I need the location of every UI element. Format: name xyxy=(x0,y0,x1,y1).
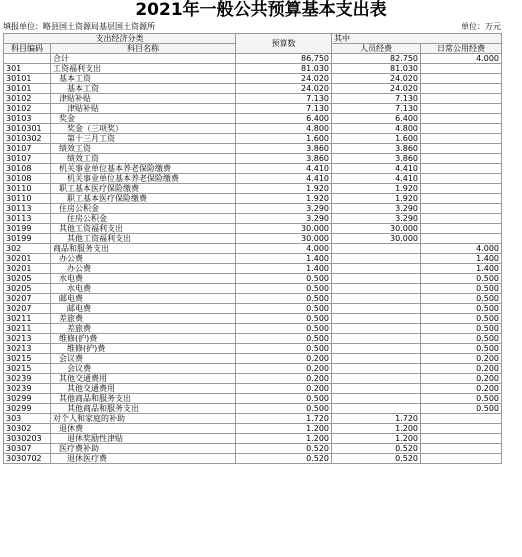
row-name: 差旅费 xyxy=(51,324,236,334)
row-code: 30207 xyxy=(4,294,51,304)
row-public: 0.500 xyxy=(421,404,502,414)
table-row xyxy=(4,394,502,404)
row-name: 基本工资 xyxy=(51,84,236,94)
row-personnel: 0.520 xyxy=(332,454,421,464)
row-personnel: 6.400 xyxy=(332,114,421,124)
row-public xyxy=(421,224,502,234)
row-name: 退休奖励性津贴 xyxy=(51,434,236,444)
row-code: 3010302 xyxy=(4,134,51,144)
row-code: 30110 xyxy=(4,194,51,204)
row-personnel xyxy=(332,324,421,334)
row-personnel: 24.020 xyxy=(332,84,421,94)
table-row xyxy=(4,234,502,244)
row-budget: 1.600 xyxy=(236,134,332,144)
row-code: 30299 xyxy=(4,404,51,414)
row-public: 0.200 xyxy=(421,384,502,394)
row-personnel xyxy=(332,304,421,314)
row-name: 差旅费 xyxy=(51,314,236,324)
row-name: 绩效工资 xyxy=(51,144,236,154)
table-row xyxy=(4,274,502,284)
header-personnel: 人员经费 xyxy=(332,44,421,54)
row-code: 3030702 xyxy=(4,454,51,464)
row-public: 0.200 xyxy=(421,364,502,374)
row-code: 30299 xyxy=(4,394,51,404)
row-personnel: 82.750 xyxy=(332,54,421,64)
row-budget: 1.400 xyxy=(236,264,332,274)
table-row xyxy=(4,164,502,174)
row-public xyxy=(421,234,502,244)
row-personnel xyxy=(332,394,421,404)
row-budget: 24.020 xyxy=(236,84,332,94)
row-public xyxy=(421,94,502,104)
row-name: 津贴补贴 xyxy=(51,104,236,114)
row-code: 30101 xyxy=(4,84,51,94)
row-code: 30107 xyxy=(4,144,51,154)
row-code: 30239 xyxy=(4,374,51,384)
table-row xyxy=(4,414,502,424)
row-personnel: 4.800 xyxy=(332,124,421,134)
row-name: 住房公积金 xyxy=(51,204,236,214)
row-budget: 0.520 xyxy=(236,444,332,454)
row-public: 0.500 xyxy=(421,294,502,304)
row-name: 对个人和家庭的补助 xyxy=(51,414,236,424)
row-code: 30110 xyxy=(4,184,51,194)
row-personnel: 0.520 xyxy=(332,444,421,454)
row-public xyxy=(421,174,502,184)
table-row xyxy=(4,294,502,304)
table-row xyxy=(4,224,502,234)
row-public: 4.000 xyxy=(421,54,502,64)
row-code: 30108 xyxy=(4,174,51,184)
header-budget: 预算数 xyxy=(236,34,332,54)
table-row xyxy=(4,284,502,294)
table-row xyxy=(4,304,502,314)
table-row xyxy=(4,194,502,204)
table-row xyxy=(4,144,502,154)
row-personnel: 1.920 xyxy=(332,194,421,204)
row-budget: 30.000 xyxy=(236,224,332,234)
row-budget: 0.500 xyxy=(236,294,332,304)
row-name: 绩效工资 xyxy=(51,154,236,164)
row-code: 30199 xyxy=(4,234,51,244)
row-code: 30201 xyxy=(4,254,51,264)
budget-table xyxy=(3,33,502,464)
row-public xyxy=(421,434,502,444)
row-budget: 4.000 xyxy=(236,244,332,254)
row-personnel xyxy=(332,334,421,344)
table-row xyxy=(4,454,502,464)
table-row xyxy=(4,434,502,444)
row-budget: 1.920 xyxy=(236,194,332,204)
table-row xyxy=(4,384,502,394)
row-code: 30113 xyxy=(4,214,51,224)
row-public xyxy=(421,424,502,434)
row-personnel: 81.030 xyxy=(332,64,421,74)
row-name: 工资福利支出 xyxy=(51,64,236,74)
row-public xyxy=(421,194,502,204)
row-budget: 3.290 xyxy=(236,204,332,214)
row-personnel: 3.290 xyxy=(332,204,421,214)
row-code: 30108 xyxy=(4,164,51,174)
row-public: 0.500 xyxy=(421,304,502,314)
row-name: 邮电费 xyxy=(51,294,236,304)
row-code: 30199 xyxy=(4,224,51,234)
row-budget: 7.130 xyxy=(236,104,332,114)
row-code: 30215 xyxy=(4,354,51,364)
row-public: 0.500 xyxy=(421,274,502,284)
row-code: 3010301 xyxy=(4,124,51,134)
row-name: 办公费 xyxy=(51,254,236,264)
table-row xyxy=(4,204,502,214)
row-personnel xyxy=(332,264,421,274)
row-budget: 81.030 xyxy=(236,64,332,74)
table-row xyxy=(4,104,502,114)
row-personnel xyxy=(332,244,421,254)
row-budget: 30.000 xyxy=(236,234,332,244)
table-row xyxy=(4,184,502,194)
row-code: 30307 xyxy=(4,444,51,454)
row-name: 合计 xyxy=(51,54,236,64)
row-public: 0.500 xyxy=(421,284,502,294)
row-personnel: 7.130 xyxy=(332,94,421,104)
row-public xyxy=(421,124,502,134)
row-name: 津贴补贴 xyxy=(51,94,236,104)
header-econ-class: 支出经济分类 xyxy=(4,34,236,44)
row-code: 30205 xyxy=(4,274,51,284)
row-public xyxy=(421,134,502,144)
table-body xyxy=(4,54,502,464)
row-code: 30211 xyxy=(4,324,51,334)
row-personnel xyxy=(332,314,421,324)
row-name: 第十三月工资 xyxy=(51,134,236,144)
row-personnel: 1.600 xyxy=(332,134,421,144)
row-name: 会议费 xyxy=(51,364,236,374)
row-public: 0.500 xyxy=(421,344,502,354)
header-public: 日常公用经费 xyxy=(421,44,502,54)
table-row xyxy=(4,354,502,364)
row-personnel: 1.720 xyxy=(332,414,421,424)
row-name: 医疗费补助 xyxy=(51,444,236,454)
row-code: 302 xyxy=(4,244,51,254)
row-public xyxy=(421,84,502,94)
row-personnel xyxy=(332,294,421,304)
row-name: 会议费 xyxy=(51,354,236,364)
row-public xyxy=(421,144,502,154)
row-public: 1.400 xyxy=(421,264,502,274)
row-name: 退休费 xyxy=(51,424,236,434)
header-code: 科目编码 xyxy=(4,44,51,54)
table-row xyxy=(4,364,502,374)
row-name: 其他交通费用 xyxy=(51,384,236,394)
row-public: 4.000 xyxy=(421,244,502,254)
row-personnel: 1.920 xyxy=(332,184,421,194)
row-budget: 7.130 xyxy=(236,94,332,104)
row-personnel: 3.290 xyxy=(332,214,421,224)
currency-unit: 单位：万元 xyxy=(461,22,501,31)
row-public: 0.200 xyxy=(421,354,502,364)
row-personnel xyxy=(332,254,421,264)
row-name: 基本工资 xyxy=(51,74,236,84)
row-public xyxy=(421,454,502,464)
row-budget: 0.200 xyxy=(236,354,332,364)
row-code: 30207 xyxy=(4,304,51,314)
page-title: 2021年一般公共预算基本支出表 xyxy=(135,0,387,20)
row-code: 30101 xyxy=(4,74,51,84)
row-budget: 0.500 xyxy=(236,284,332,294)
row-public xyxy=(421,154,502,164)
row-personnel xyxy=(332,344,421,354)
header-of-which: 其中 xyxy=(332,34,502,44)
table-row xyxy=(4,314,502,324)
row-budget: 0.500 xyxy=(236,394,332,404)
table-row xyxy=(4,444,502,454)
row-budget: 1.400 xyxy=(236,254,332,264)
row-name: 机关事业单位基本养老保险缴费 xyxy=(51,164,236,174)
row-name: 其他商品和服务支出 xyxy=(51,404,236,414)
row-public xyxy=(421,214,502,224)
row-public xyxy=(421,184,502,194)
row-budget: 0.200 xyxy=(236,384,332,394)
row-code: 30107 xyxy=(4,154,51,164)
row-personnel: 7.130 xyxy=(332,104,421,114)
row-budget: 4.800 xyxy=(236,124,332,134)
row-personnel: 30.000 xyxy=(332,224,421,234)
table-row xyxy=(4,64,502,74)
row-public xyxy=(421,204,502,214)
row-name: 商品和服务支出 xyxy=(51,244,236,254)
row-budget: 0.500 xyxy=(236,344,332,354)
row-name: 维修(护)费 xyxy=(51,344,236,354)
row-budget: 0.500 xyxy=(236,304,332,314)
row-personnel: 1.200 xyxy=(332,434,421,444)
reporting-unit: 填报单位：略县国土资源局基层国土资源所 xyxy=(3,22,155,31)
table-row xyxy=(4,374,502,384)
table-row xyxy=(4,134,502,144)
row-budget: 24.020 xyxy=(236,74,332,84)
table-row xyxy=(4,114,502,124)
table-row xyxy=(4,264,502,274)
row-budget: 0.500 xyxy=(236,404,332,414)
row-personnel xyxy=(332,374,421,384)
row-name: 水电费 xyxy=(51,274,236,284)
row-budget: 1.720 xyxy=(236,414,332,424)
row-budget: 0.200 xyxy=(236,374,332,384)
row-public xyxy=(421,74,502,84)
row-code: 30215 xyxy=(4,364,51,374)
table-row xyxy=(4,124,502,134)
row-budget: 1.200 xyxy=(236,434,332,444)
row-public: 0.500 xyxy=(421,334,502,344)
report-meta xyxy=(0,20,522,33)
row-name: 办公费 xyxy=(51,264,236,274)
row-code: 303 xyxy=(4,414,51,424)
row-budget: 0.500 xyxy=(236,324,332,334)
row-personnel xyxy=(332,364,421,374)
table-row xyxy=(4,74,502,84)
row-personnel xyxy=(332,384,421,394)
row-budget: 4.410 xyxy=(236,164,332,174)
row-name: 职工基本医疗保险缴费 xyxy=(51,184,236,194)
row-public xyxy=(421,64,502,74)
row-name: 奖金 xyxy=(51,114,236,124)
row-personnel: 30.000 xyxy=(332,234,421,244)
row-budget: 1.920 xyxy=(236,184,332,194)
row-public: 1.400 xyxy=(421,254,502,264)
row-budget: 4.410 xyxy=(236,174,332,184)
row-public xyxy=(421,114,502,124)
header-name: 科目名称 xyxy=(51,44,236,54)
table-row xyxy=(4,254,502,264)
row-name: 奖金（三项奖） xyxy=(51,124,236,134)
row-budget: 0.520 xyxy=(236,454,332,464)
row-budget: 3.860 xyxy=(236,154,332,164)
row-budget: 3.290 xyxy=(236,214,332,224)
row-code: 30302 xyxy=(4,424,51,434)
row-budget: 0.500 xyxy=(236,314,332,324)
row-name: 职工基本医疗保险缴费 xyxy=(51,194,236,204)
row-budget: 0.500 xyxy=(236,274,332,284)
row-personnel xyxy=(332,274,421,284)
row-name: 其他商品和服务支出 xyxy=(51,394,236,404)
row-budget: 1.200 xyxy=(236,424,332,434)
table-row xyxy=(4,174,502,184)
row-public xyxy=(421,444,502,454)
row-name: 其他工资福利支出 xyxy=(51,234,236,244)
row-name: 维修(护)费 xyxy=(51,334,236,344)
table-row xyxy=(4,244,502,254)
row-public: 0.500 xyxy=(421,314,502,324)
row-code: 301 xyxy=(4,64,51,74)
row-code: 30102 xyxy=(4,104,51,114)
row-public: 0.200 xyxy=(421,374,502,384)
row-code: 30205 xyxy=(4,284,51,294)
table-row xyxy=(4,54,502,64)
table-row xyxy=(4,214,502,224)
row-name: 退休医疗费 xyxy=(51,454,236,464)
row-personnel: 3.860 xyxy=(332,144,421,154)
row-code: 30213 xyxy=(4,334,51,344)
table-row xyxy=(4,344,502,354)
row-name: 住房公积金 xyxy=(51,214,236,224)
row-personnel xyxy=(332,284,421,294)
row-code: 30113 xyxy=(4,204,51,214)
row-code: 30103 xyxy=(4,114,51,124)
table-row xyxy=(4,404,502,414)
row-personnel: 4.410 xyxy=(332,164,421,174)
row-budget: 3.860 xyxy=(236,144,332,154)
row-public: 0.500 xyxy=(421,394,502,404)
row-name: 其他交通费用 xyxy=(51,374,236,384)
row-personnel xyxy=(332,354,421,364)
table-row xyxy=(4,324,502,334)
row-public xyxy=(421,164,502,174)
table-row xyxy=(4,334,502,344)
row-budget: 6.400 xyxy=(236,114,332,124)
row-personnel xyxy=(332,404,421,414)
row-budget: 0.500 xyxy=(236,334,332,344)
row-public xyxy=(421,104,502,114)
row-name: 其他工资福利支出 xyxy=(51,224,236,234)
table-row xyxy=(4,424,502,434)
row-code: 30102 xyxy=(4,94,51,104)
row-code: 30239 xyxy=(4,384,51,394)
row-code: 30201 xyxy=(4,264,51,274)
row-budget: 0.200 xyxy=(236,364,332,374)
row-name: 水电费 xyxy=(51,284,236,294)
row-name: 邮电费 xyxy=(51,304,236,314)
table-row xyxy=(4,84,502,94)
row-personnel: 4.410 xyxy=(332,174,421,184)
row-name: 机关事业单位基本养老保险缴费 xyxy=(51,174,236,184)
row-public xyxy=(421,414,502,424)
row-code: 3030203 xyxy=(4,434,51,444)
row-code: 30211 xyxy=(4,314,51,324)
row-code: 30213 xyxy=(4,344,51,354)
row-personnel: 24.020 xyxy=(332,74,421,84)
row-code xyxy=(4,54,51,64)
row-public: 0.500 xyxy=(421,324,502,334)
table-row xyxy=(4,154,502,164)
row-personnel: 1.200 xyxy=(332,424,421,434)
table-row xyxy=(4,94,502,104)
row-personnel: 3.860 xyxy=(332,154,421,164)
row-budget: 86.750 xyxy=(236,54,332,64)
